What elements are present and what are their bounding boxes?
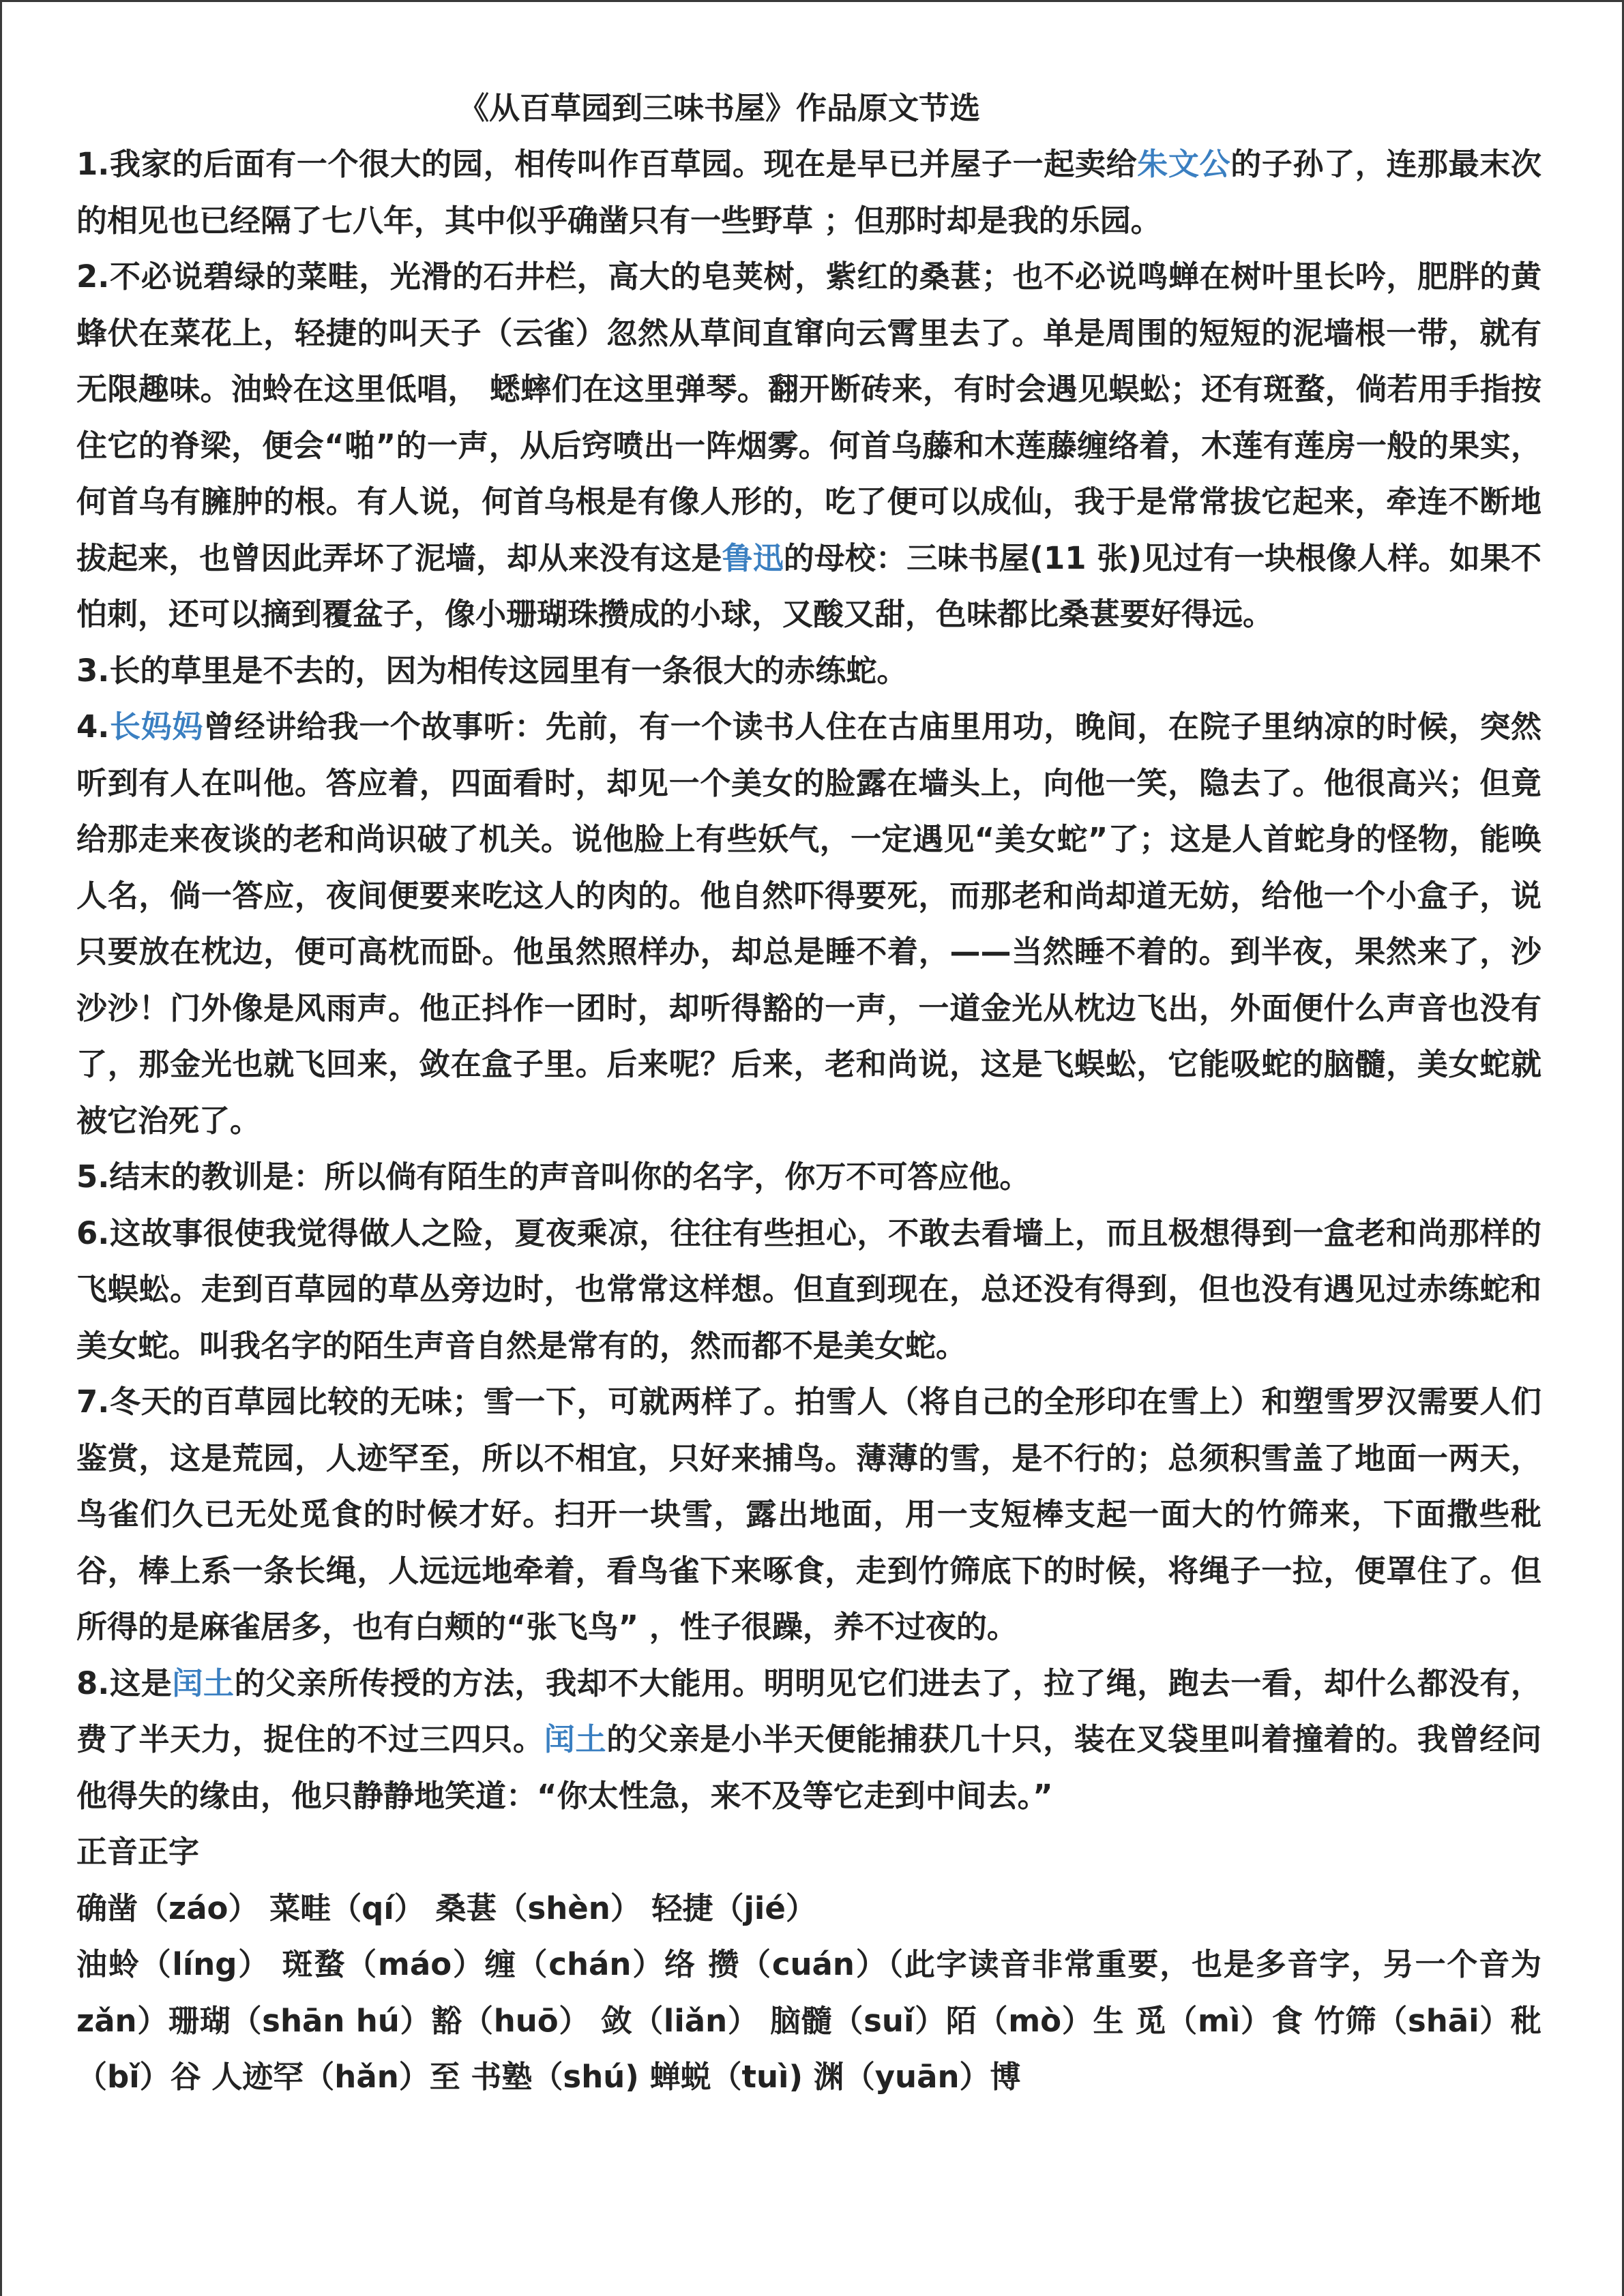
paragraph-text: 的父亲所传授的方法，我却不大能用。明明见它们进去了，拉了绳，跑去一看，却什么都没有，费了半天力，捉住的不过三四只。 xyxy=(76,1665,1541,1757)
paragraph-text: 确凿（záo） 菜畦（qí） 桑葚（shèn） 轻捷（jié） xyxy=(76,1890,816,1926)
paragraph-text: 2.不必说碧绿的菜畦，光滑的石井栏，高大的皂荚树，紫红的桑葚；也不必说鸣蝉在树叶里长吟，肥胖的黄蜂伏在菜花上，轻捷的叫天子（云雀）忽然从草间直窜向云霄里去了。单是周围的短短的泥墙根一带，就有无限趣味。油蛉在这里低唱， 蟋蟀们在这里弹琴。翻开断砖来，有时会遇见蜈蚣；还有斑蝥，倘若用手指按住它的脊梁，便会“啪”的一声，从后窍喷出一阵烟雾。何首乌藤和木莲藤缠络着，木莲有莲房一般的果实，何首乌有臃肿的根。有人说，何首乌根是有像人形的，吃了便可以成仙，我于是常常拔它起来，牵连不断地拔起来，也曾因此弄坏了泥墙，却从来没有这是 xyxy=(76,258,1541,576)
highlighted-name-link[interactable]: 闰土 xyxy=(172,1665,235,1701)
paragraph xyxy=(76,136,1541,249)
highlighted-name-link[interactable]: 朱文公 xyxy=(1137,146,1231,182)
paragraph-list xyxy=(76,136,1541,2106)
highlighted-name-link[interactable]: 闰土 xyxy=(544,1721,607,1757)
paragraph xyxy=(76,1937,1541,2106)
paragraph-text: 的子孙了，连那最末次的相见也已经隔了七八年，其中似乎确凿只有一些野草 ；但那时却是我的乐园。 xyxy=(76,146,1541,239)
paragraph-text: 正音正字 xyxy=(76,1834,200,1870)
paragraph xyxy=(76,1149,1541,1206)
paragraph xyxy=(76,249,1541,643)
page-border-left xyxy=(0,0,2,2296)
paragraph-text: 1.我家的后面有一个很大的园，相传叫作百草园。现在是早已并屋子一起卖给 xyxy=(76,146,1138,182)
paragraph-text: 7.冬天的百草园比较的无味；雪一下，可就两样了。拍雪人（将自己的全形印在雪上）和塑雪罗汉需要人们鉴赏，这是荒园，人迹罕至，所以不相宜，只好来捕鸟。薄薄的雪，是不行的；总须积雪盖了地面一两天，鸟雀们久已无处觅食的时候才好。扫开一块雪，露出地面，用一支短棒支起一面大的竹筛来，下面撒些秕谷，棒上系一条长绳，人远远地牵着，看鸟雀下来啄食，走到竹筛底下的时候，将绳子一拉，便罩住了。但所得的是麻雀居多，也有白颊的“张飞鸟” ，性子很躁，养不过夜的。 xyxy=(76,1384,1541,1645)
paragraph xyxy=(76,643,1541,700)
paragraph-text: 6.这故事很使我觉得做人之险，夏夜乘凉，往往有些担心，不敢去看墙上，而且极想得到一盒老和尚那样的飞蜈蚣。走到百草园的草丛旁边时，也常常这样想。但直到现在，总还没有得到，但也没有遇见过赤练蛇和美女蛇。叫我名字的陌生声音自然是常有的，然而都不是美女蛇。 xyxy=(76,1214,1541,1364)
paragraph-text: 油蛉（líng） 斑蝥（máo）缠（chán）络 攒（cuán）（此字读音非常重要，也是多音字，另一个音为 zǎn）珊瑚（shān hú）豁（huō） 敛（liǎn） 脑髓（suǐ）陌（mò）生 觅（mì）食 竹筛（shāi）秕（bǐ）谷 人迹罕（hǎn）至 书塾（shú) 蝉蜕（tuì) 渊（yuān）博 xyxy=(76,1946,1541,2095)
paragraph-text: 8.这是 xyxy=(76,1665,173,1701)
paragraph-text: 的父亲是小半天便能捕获几十只，装在叉袋里叫着撞着的。我曾经问他得失的缘由，他只静静地笑道：“你太性急，来不及等它走到中间去。” xyxy=(76,1721,1541,1814)
paragraph xyxy=(76,1824,1541,1881)
paragraph-text: 4. xyxy=(76,709,110,745)
paragraph-text: 3.长的草里是不去的，因为相传这园里有一条很大的赤练蛇。 xyxy=(76,652,908,689)
paragraph xyxy=(76,1206,1541,1375)
document-title: 《从百草园到三味书屋》作品原文节选 xyxy=(458,90,981,126)
page-border-top xyxy=(0,0,1624,2)
paragraph xyxy=(76,699,1541,1149)
paragraph-text: 曾经讲给我一个故事听：先前，有一个读书人住在古庙里用功，晚间，在院子里纳凉的时候，突然听到有人在叫他。答应着，四面看时，却见一个美女的脸露在墙头上，向他一笑，隐去了。他很高兴；但竟给那走来夜谈的老和尚识破了机关。说他脸上有些妖气，一定遇见“美女蛇”了；这是人首蛇身的怪物，能唤人名，倘一答应，夜间便要来吃这人的肉的。他自然吓得要死，而那老和尚却道无妨，给他一个小盒子，说只要放在枕边，便可高枕而卧。他虽然照样办，却总是睡不着，——当然睡不着的。到半夜，果然来了，沙沙沙！门外像是风雨声。他正抖作一团时，却听得豁的一声，一道金光从枕边飞出，外面便什么声音也没有了，那金光也就飞回来，敛在盒子里。后来呢？后来，老和尚说，这是飞蜈蚣，它能吸蛇的脑髓，美女蛇就被它治死了。 xyxy=(76,709,1541,1139)
paragraph-text: 5.结末的教训是：所以倘有陌生的声音叫你的名字，你万不可答应他。 xyxy=(76,1159,1031,1195)
paragraph xyxy=(76,1881,1541,1937)
paragraph xyxy=(76,1374,1541,1656)
highlighted-name-link[interactable]: 长妈妈 xyxy=(109,709,203,745)
paragraph xyxy=(76,1656,1541,1825)
highlighted-name-link[interactable]: 鲁迅 xyxy=(722,539,784,576)
document-body xyxy=(76,80,1541,2106)
paragraph-text: 的母校：三味书屋(11 张)见过有一块根像人样。如果不怕刺，还可以摘到覆盆子，像小珊瑚珠攒成的小球，又酸又甜，色味都比桑葚要好得远。 xyxy=(76,539,1541,632)
